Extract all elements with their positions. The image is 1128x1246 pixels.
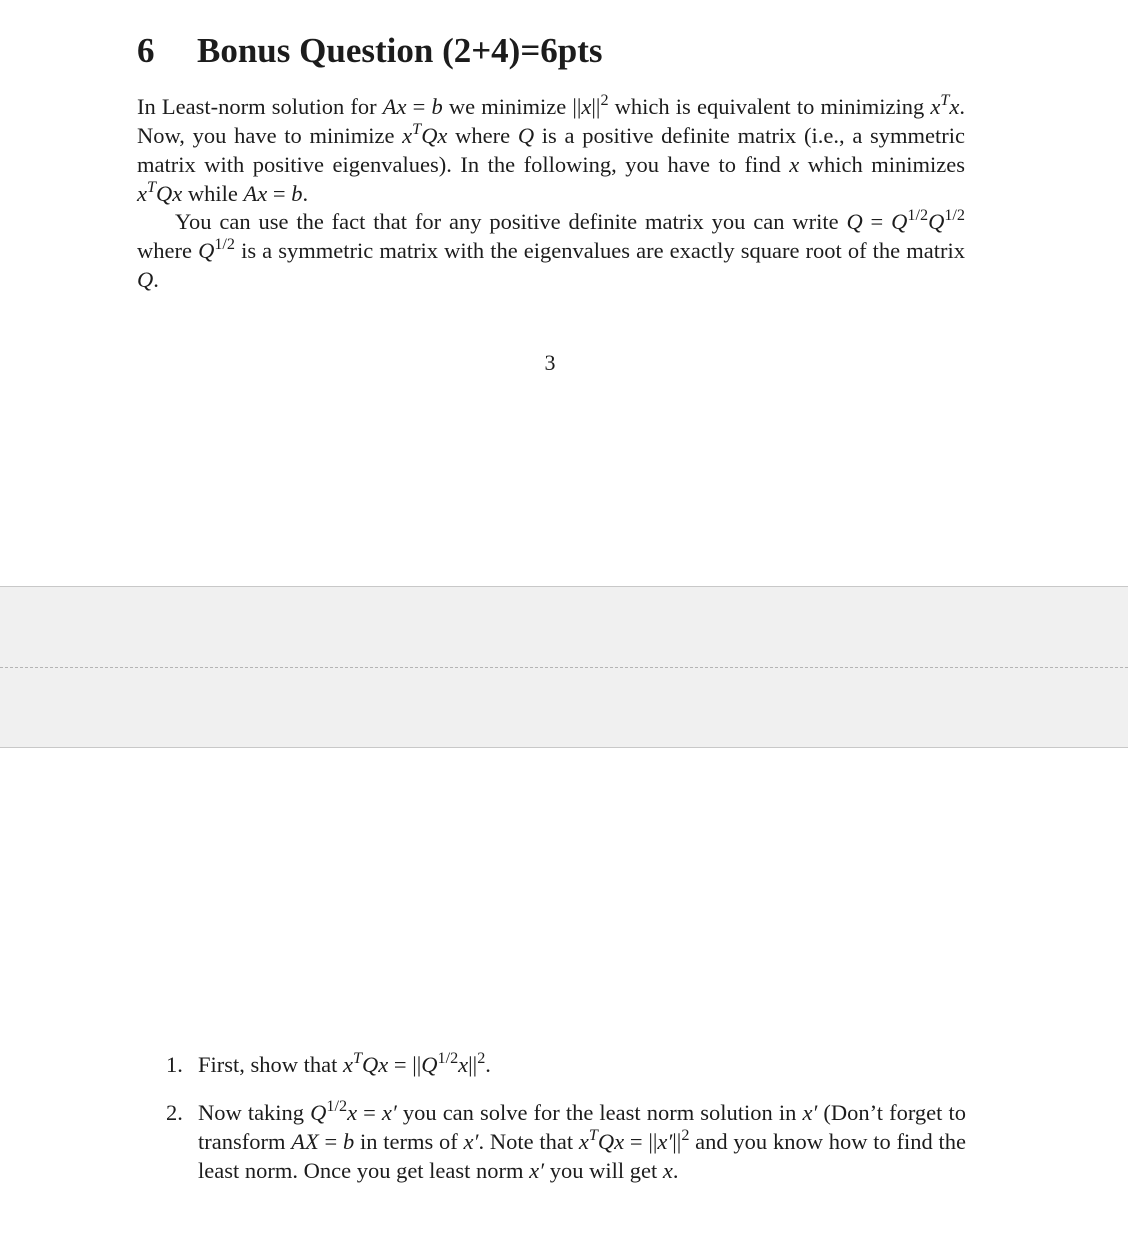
question-item-2 <box>166 1098 966 1185</box>
math: x <box>789 152 800 177</box>
text-run: . Note that <box>478 1129 579 1154</box>
page-top <box>0 0 1128 586</box>
math: Q <box>421 1052 438 1077</box>
math: x′ <box>802 1100 818 1125</box>
text-run: is a positive definite matrix (i.e., a symmetric matrix with positive eigenvalues). In the following, you have to find <box>137 123 966 177</box>
superscript: T <box>940 91 950 110</box>
superscript: T <box>147 178 157 197</box>
math: b <box>291 181 303 206</box>
math: b <box>342 1129 355 1154</box>
text-run: || <box>468 1052 478 1077</box>
section-heading <box>137 30 603 72</box>
math: x <box>458 1052 469 1077</box>
text-run: = || <box>624 1129 658 1154</box>
text-run: you can solve for the least norm solution in <box>396 1100 803 1125</box>
math: Qx <box>597 1129 625 1154</box>
math: Ax <box>243 181 268 206</box>
page-break-line <box>0 667 1128 668</box>
section-title: Bonus Question (2+4)=6pts <box>197 31 603 70</box>
text-run: . <box>302 181 309 206</box>
math: b <box>431 94 443 119</box>
math: Q <box>517 123 535 148</box>
question-list <box>166 1050 966 1185</box>
text-run: you will get <box>544 1158 663 1183</box>
text-run: in terms of <box>354 1129 464 1154</box>
text-run: . <box>153 267 159 292</box>
question-item-1 <box>166 1050 966 1079</box>
question-number: 1. <box>166 1052 183 1077</box>
superscript: T <box>412 120 422 139</box>
superscript: 1/2 <box>907 206 929 225</box>
math: x <box>343 1052 354 1077</box>
intro-paragraph-2 <box>137 207 965 294</box>
math: Qx <box>362 1052 389 1077</box>
math: x <box>137 181 147 206</box>
text-run: is a symmetric matrix with the eigenvalues are exactly square root of the matrix <box>235 238 965 263</box>
math: AX <box>291 1129 319 1154</box>
text-run: = <box>318 1129 343 1154</box>
text-run: First, show that <box>198 1052 344 1077</box>
text-run: where <box>447 123 518 148</box>
math: Ax <box>382 94 407 119</box>
superscript: 1/2 <box>326 1097 348 1116</box>
intro-paragraph-1 <box>137 92 965 208</box>
text-run: . <box>672 1158 679 1183</box>
text-run: . Now, you have to minimize <box>137 94 965 148</box>
text-run: . <box>485 1052 491 1077</box>
superscript: 2 <box>600 91 609 110</box>
question-number: 2. <box>166 1100 183 1125</box>
text-run: || <box>591 94 601 119</box>
math: Qx <box>156 181 183 206</box>
math: Q <box>137 267 154 292</box>
math: Q <box>198 238 215 263</box>
text-run: which is equivalent to minimizing <box>608 94 931 119</box>
superscript: T <box>588 1126 598 1145</box>
math: x <box>578 1129 589 1154</box>
math: x <box>949 94 960 119</box>
math: x <box>402 123 413 148</box>
math: Q <box>891 209 908 234</box>
text-run: which minimizes <box>799 152 965 177</box>
math: x <box>581 94 592 119</box>
math: x′ <box>463 1129 479 1154</box>
math: Qx <box>421 123 448 148</box>
superscript: 1/2 <box>214 235 235 254</box>
text-run: || <box>672 1129 682 1154</box>
text-run: where <box>137 238 199 263</box>
math: x <box>347 1100 358 1125</box>
math: x <box>662 1158 673 1183</box>
section-number: 6 <box>137 31 155 70</box>
text-run: we minimize || <box>442 94 582 119</box>
superscript: 1/2 <box>944 206 965 225</box>
text-run: = <box>357 1100 382 1125</box>
math: Q <box>846 209 863 234</box>
text-run: In Least-norm solution for <box>137 94 383 119</box>
text-run: You can use the fact that for any positive definite matrix you can write <box>175 209 847 234</box>
superscript: 1/2 <box>437 1049 459 1068</box>
superscript: T <box>353 1049 363 1068</box>
math: Q <box>928 209 945 234</box>
text-run: = || <box>388 1052 422 1077</box>
text-run: = <box>406 94 432 119</box>
math: Q <box>310 1100 327 1125</box>
text-run: = <box>267 181 292 206</box>
superscript: 2 <box>477 1049 486 1068</box>
text-run: and you know how to find the least norm. Once you get least norm <box>198 1129 966 1183</box>
math: x′ <box>657 1129 673 1154</box>
math: x′ <box>381 1100 397 1125</box>
page-number: 3 <box>544 350 556 375</box>
math: x <box>930 94 941 119</box>
text-run: while <box>182 181 244 206</box>
text-run: = <box>862 209 892 234</box>
superscript: 2 <box>681 1126 690 1145</box>
text-run: (Don’t forget to transform <box>198 1100 966 1154</box>
math: x′ <box>529 1158 545 1183</box>
text-run: Now taking <box>198 1100 311 1125</box>
page-gap <box>0 586 1128 748</box>
